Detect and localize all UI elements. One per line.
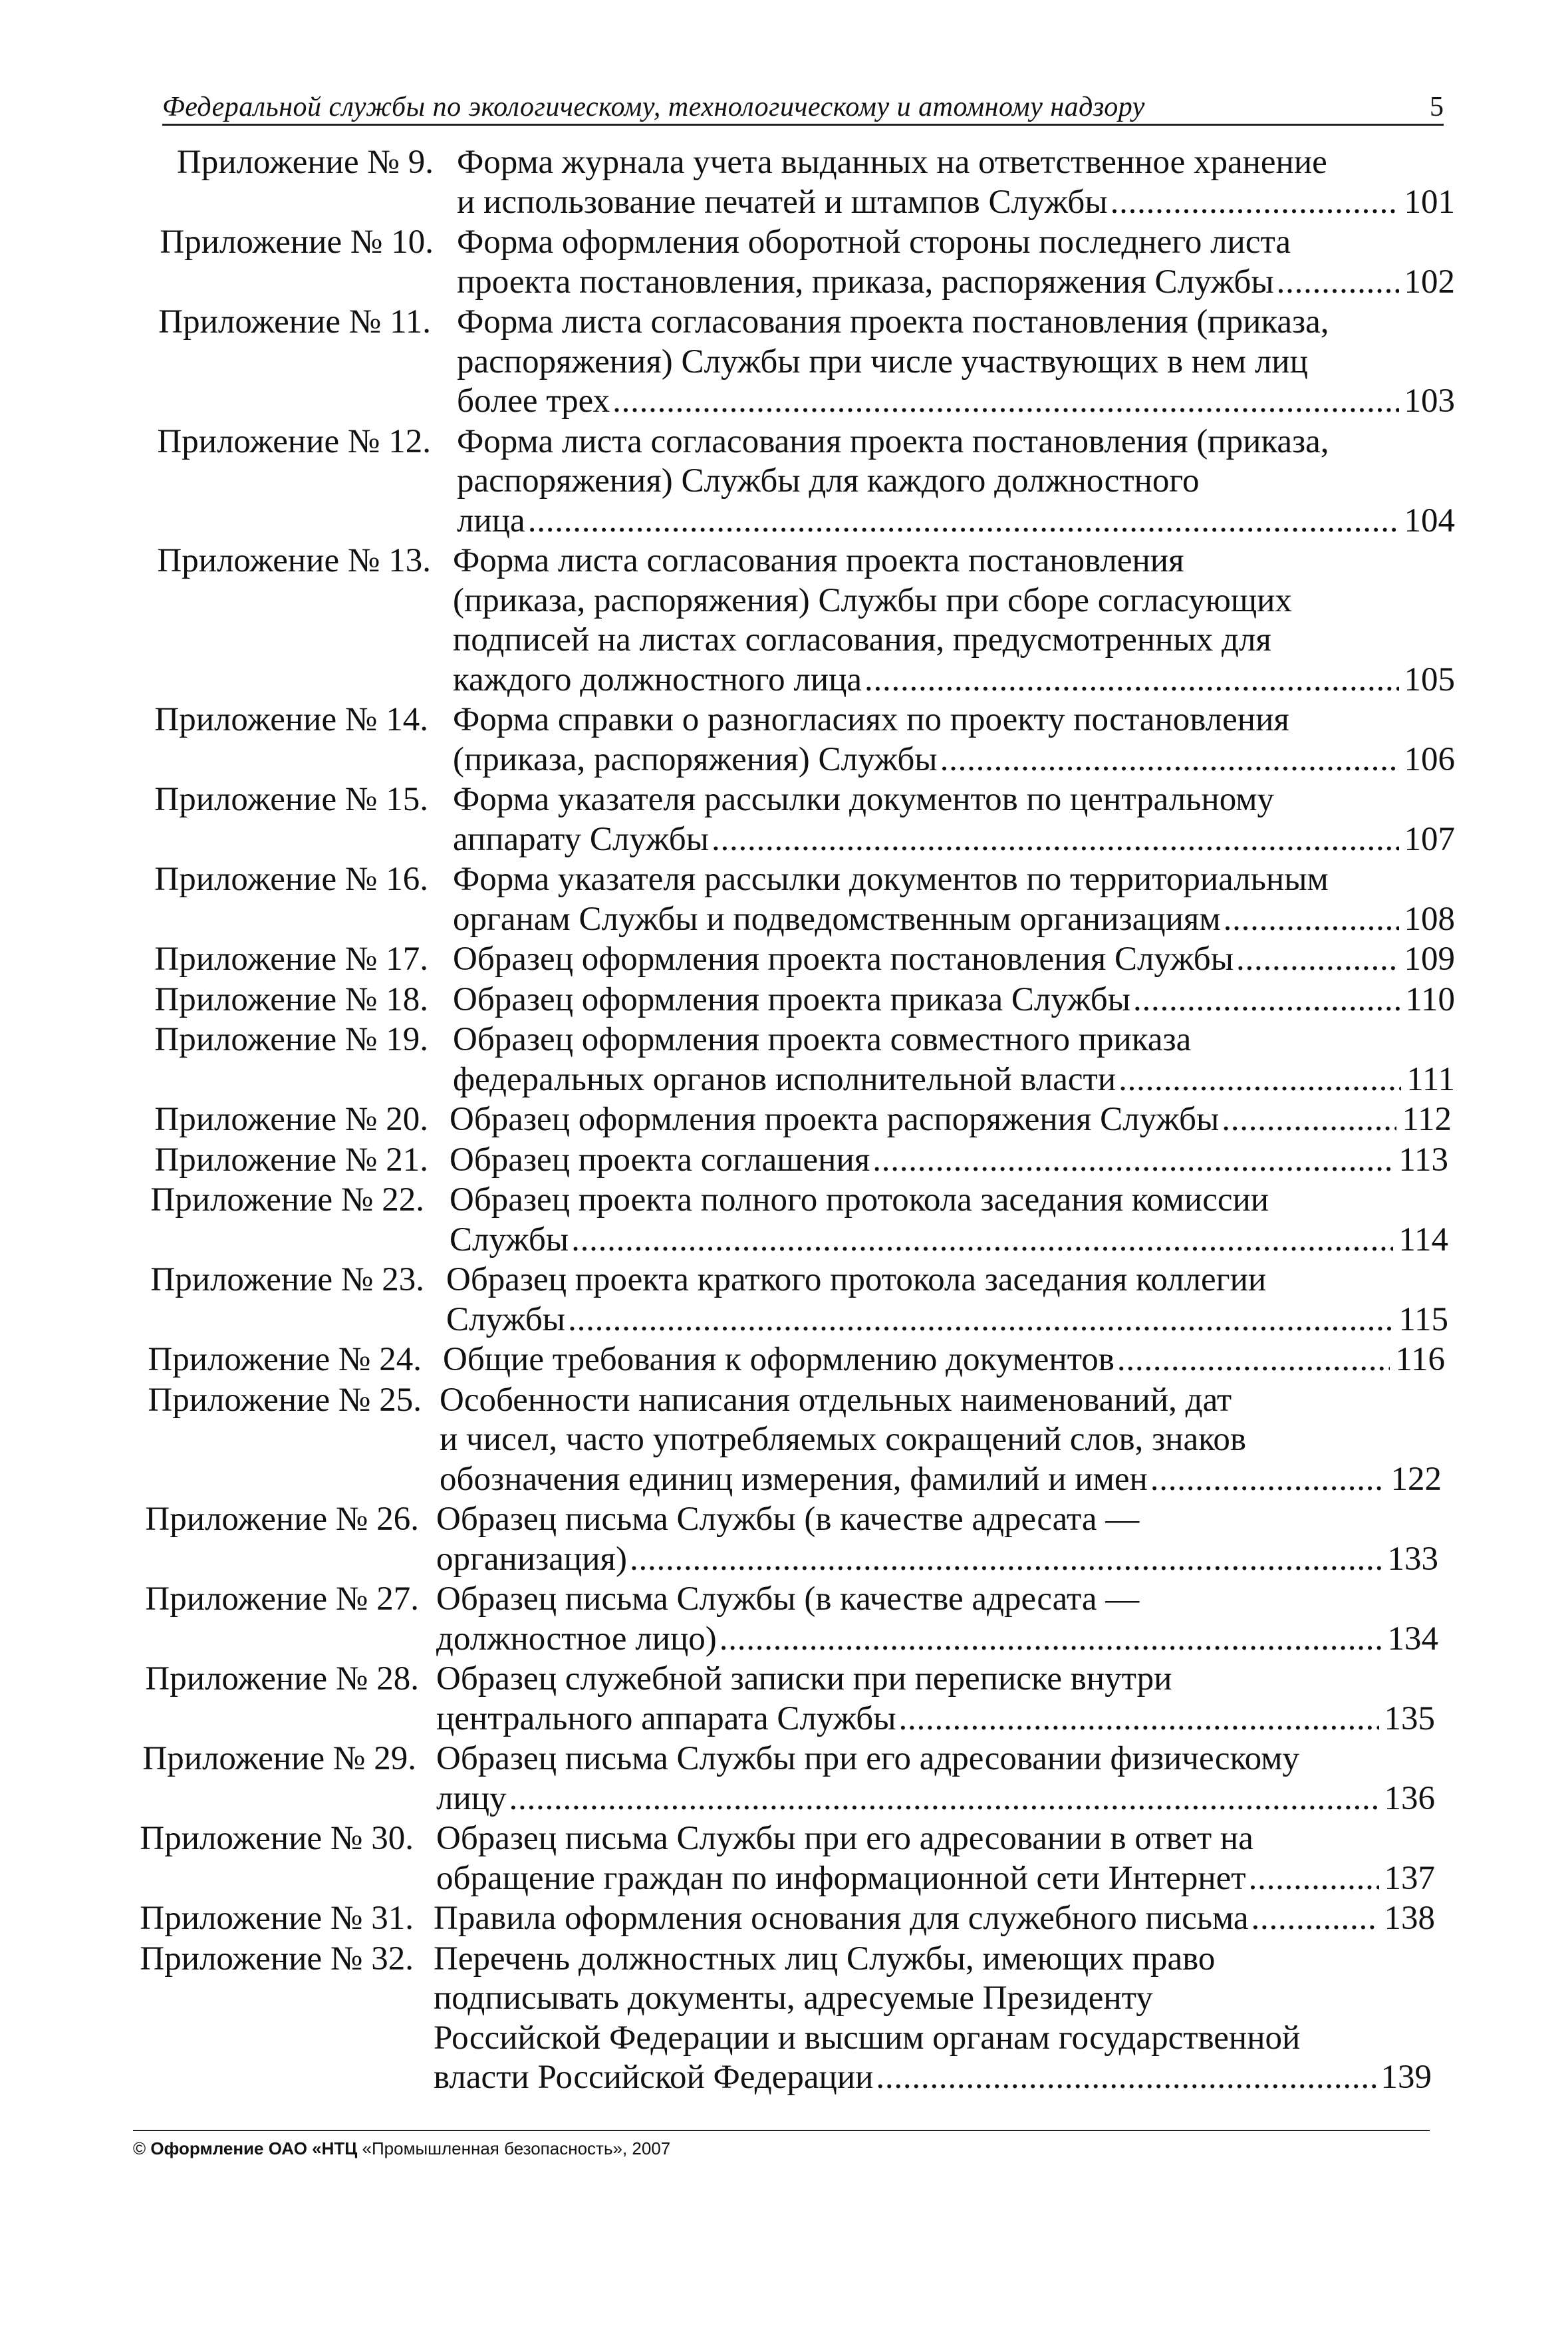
dot-leader [1249,1859,1379,1899]
toc-entry-title-line: обозначения единиц измерения, фамилий и имен [440,1460,1148,1498]
dot-leader [1277,263,1399,303]
toc-entry [0,1899,1568,1939]
toc-entry [0,223,1568,302]
footer-bold-text: Оформление ОАО «НТЦ [150,2138,358,2158]
toc-entry-page: 111 [1406,1060,1455,1098]
toc-entry-page: 134 [1387,1620,1438,1658]
toc-entry-title-line: Форма оформления оборотной стороны последнего листа [457,223,1291,261]
toc-entry-page: 101 [1404,183,1455,221]
toc-entry-page: 115 [1398,1300,1448,1338]
toc-entry-title-line: Образец письма Службы (в качестве адресата — [436,1501,1140,1538]
toc-entry-title-line: лица [457,502,525,539]
toc-entry-label: Приложение № 20. [154,1101,428,1138]
toc-entry-title-line: Форма указателя рассылки документов по территориальным [453,861,1329,898]
toc-entry [0,303,1568,422]
toc-entry-page: 103 [1404,382,1455,420]
toc-entry-title-line: и чисел, часто употребляемых сокращений слов, знаков [440,1421,1246,1458]
toc-entry-page: 137 [1384,1859,1435,1897]
toc-entry-page: 113 [1398,1141,1448,1179]
toc-entry-label: Приложение № 11. [158,303,431,341]
toc-entry [0,1500,1568,1579]
toc-entry-label: Приложение № 15. [154,781,428,818]
toc-entry-label: Приложение № 30. [140,1820,414,1857]
toc-entry-page: 114 [1398,1221,1448,1258]
toc-entry-label: Приложение № 32. [140,1940,414,1977]
toc-entry-title-line: (приказа, распоряжения) Службы при сборе согласующих [453,581,1292,619]
toc-entry-title-line: распоряжения) Службы при числе участвующих в нем лиц [457,343,1308,380]
toc-entry-page: 107 [1404,820,1455,858]
toc-entry-title-line: Форма указателя рассылки документов по центральному [453,781,1275,818]
toc-entry-title-line: Российской Федерации и высшим органам государственной [434,2019,1301,2057]
toc-entry-label: Приложение № 16. [154,861,428,898]
toc-entry-title-line: Форма листа согласования проекта постановления (приказа, [457,422,1329,460]
toc-entry-title-line: каждого должностного лица [453,660,862,698]
toc-entry-title-line: Образец проекта краткого протокола заседания коллегии [446,1261,1267,1298]
toc-entry [0,1100,1568,1140]
toc-entry [0,143,1568,222]
toc-entry-page: 112 [1402,1101,1452,1138]
toc-entry-label: Приложение № 13. [157,542,431,579]
toc-entry-label: Приложение № 14. [154,701,428,738]
toc-entry-title-line: Образец оформления проекта распоряжения Службы [450,1101,1220,1138]
toc-entry-title-line: власти Российской Федерации [434,2059,874,2096]
dot-leader [509,1779,1379,1819]
copyright-icon: © [133,2138,146,2158]
dot-leader [1150,1460,1386,1500]
dot-leader [719,1620,1382,1660]
footer-copyright [133,2135,670,2162]
toc-entry-title-line: аппарату Службы [453,820,709,858]
toc-entry [0,1580,1568,1659]
dot-leader [528,502,1399,541]
toc-entry-page: 102 [1404,263,1455,301]
toc-entry [0,940,1568,980]
toc-entry-title-line: и использование печатей и штампов Службы [457,183,1108,221]
toc-entry [0,980,1568,1020]
toc-entry [0,700,1568,780]
dot-leader [1251,1899,1379,1939]
toc-entry-title-line: Форма журнала учета выданных на ответственное хранение [457,144,1327,181]
toc-entry-label: Приложение № 19. [154,1021,428,1058]
toc-entry-label: Приложение № 18. [154,980,428,1018]
toc-entry-title-line: подписывать документы, адресуемые Президенту [434,1979,1153,2017]
dot-leader [1133,980,1400,1020]
page-number: 5 [1430,92,1444,122]
toc-entry-title-line: Образец письма Службы при его адресовании физическому [436,1740,1299,1777]
toc-entry-label: Приложение № 28. [145,1660,419,1697]
toc-entry [0,1819,1568,1898]
dot-leader [612,382,1398,422]
toc-entry-title-line: подписей на листах согласования, предусмотренных для [453,621,1271,658]
toc-entry-title-line: Образец проекта соглашения [450,1141,870,1179]
footer-text: «Промышленная безопасность» [362,2138,622,2158]
footer-year: , 2007 [622,2138,671,2158]
dot-leader [1111,183,1399,223]
toc-entry [0,1739,1568,1819]
toc-entry-page: 122 [1390,1460,1442,1498]
toc-entry-title-line: Перечень должностных лиц Службы, имеющих право [434,1940,1216,1977]
toc-entry-title-line: Службы [450,1221,569,1258]
toc-entry-title-line: более трех [457,382,610,420]
toc-entry-title-line: лицу [436,1779,507,1817]
toc-entry-label: Приложение № 29. [142,1740,416,1777]
toc-entry-title-line: (приказа, распоряжения) Службы [453,740,938,778]
toc-entry [0,1020,1568,1099]
toc-entry-title-line: органам Службы и подведомственным организациям [453,900,1221,938]
toc-entry-title-line: Образец письма Службы (в качестве адресата — [436,1580,1140,1618]
toc-entry-title-line: обращение граждан по информационной сети Интернет [436,1859,1246,1897]
toc-entry [0,1181,1568,1260]
toc-entry-title-line: Образец оформления проекта приказа Службы [453,980,1130,1018]
toc-entry-label: Приложение № 26. [145,1501,419,1538]
dot-leader [899,1699,1379,1739]
toc-entry-label: Приложение № 31. [140,1900,414,1937]
toc-entry-title-line: организация) [436,1540,627,1578]
toc-entry-title-line: Форма справки о разногласиях по проекту постановления [453,701,1289,738]
toc-entry [0,1141,1568,1181]
toc-entry-label: Приложение № 27. [145,1580,419,1618]
toc-entry-label: Приложение № 24. [148,1341,422,1378]
dot-leader [864,660,1398,700]
running-header [162,90,1444,126]
toc-entry [0,780,1568,859]
toc-entry-page: 104 [1404,502,1455,539]
toc-entry [0,1340,1568,1380]
dot-leader [1224,900,1399,940]
table-of-contents [0,143,1568,2099]
toc-entry-page: 133 [1387,1540,1438,1578]
toc-entry-title-line: Образец проекта полного протокола заседания комиссии [450,1181,1269,1219]
toc-entry-label: Приложение № 12. [157,422,431,460]
toc-entry-title-line: Форма листа согласования проекта постановления [453,542,1184,579]
toc-entry-label: Приложение № 22. [150,1181,424,1219]
dot-leader [872,1141,1393,1181]
toc-entry-page: 136 [1384,1779,1435,1817]
toc-entry-title-line: федеральных органов исполнительной власти [453,1060,1116,1098]
toc-entry-label: Приложение № 17. [154,941,428,978]
toc-entry-title-line: Образец оформления проекта совместного приказа [453,1021,1192,1058]
toc-entry [0,422,1568,541]
toc-entry [0,1260,1568,1340]
toc-entry-title-line: Службы [446,1300,566,1338]
toc-entry-title-line: Особенности написания отдельных наименований, дат [440,1381,1232,1419]
toc-entry-title-line: Образец служебной записки при переписке внутри [436,1660,1172,1697]
toc-entry-title-line: Образец письма Службы при его адресовании в ответ на [436,1820,1253,1857]
toc-entry-page: 110 [1405,980,1455,1018]
toc-entry [0,860,1568,939]
header-title: Федеральной службы по экологическому, технологическому и атомному надзору [162,92,1145,122]
toc-entry-label: Приложение № 9. [176,144,434,181]
toc-entry-title-line: Общие требования к оформлению документов [443,1341,1114,1378]
toc-entry-label: Приложение № 10. [160,223,434,261]
dot-leader [1117,1340,1390,1380]
toc-entry-page: 109 [1404,941,1455,978]
toc-entry-title-line: проекта постановления, приказа, распоряжения Службы [457,263,1274,301]
toc-entry-page: 139 [1380,2059,1432,2096]
footer-divider [133,2130,1430,2131]
toc-entry-label: Приложение № 21. [154,1141,428,1179]
dot-leader [1222,1100,1396,1140]
toc-entry-page: 138 [1384,1900,1435,1937]
toc-entry-title-line: Форма листа согласования проекта постановления (приказа, [457,303,1329,341]
dot-leader [712,820,1399,860]
toc-entry-page: 108 [1404,900,1455,938]
toc-entry-label: Приложение № 23. [150,1261,424,1298]
toc-entry-title-line: центрального аппарата Службы [436,1699,896,1737]
dot-leader [571,1221,1393,1260]
toc-entry-page: 116 [1395,1341,1445,1378]
dot-leader [876,2058,1375,2098]
toc-entry-page: 106 [1404,740,1455,778]
dot-leader [1236,940,1398,980]
toc-entry-title-line: распоряжения) Службы для каждого должностного [457,462,1200,500]
dot-leader [1118,1060,1401,1100]
toc-entry-title-line: должностное лицо) [436,1620,717,1658]
dot-leader [630,1540,1382,1580]
toc-entry [0,1660,1568,1739]
toc-entry [0,541,1568,700]
toc-entry-title-line: Образец оформления проекта постановления Службы [453,941,1234,978]
dot-leader [568,1300,1393,1340]
toc-entry-title-line: Правила оформления основания для служебного письма [434,1900,1249,1937]
toc-entry-page: 135 [1384,1699,1435,1737]
toc-entry [0,1940,1568,2098]
toc-entry-page: 105 [1404,660,1455,698]
toc-entry-label: Приложение № 25. [148,1381,422,1419]
toc-entry [0,1381,1568,1500]
dot-leader [940,740,1399,780]
